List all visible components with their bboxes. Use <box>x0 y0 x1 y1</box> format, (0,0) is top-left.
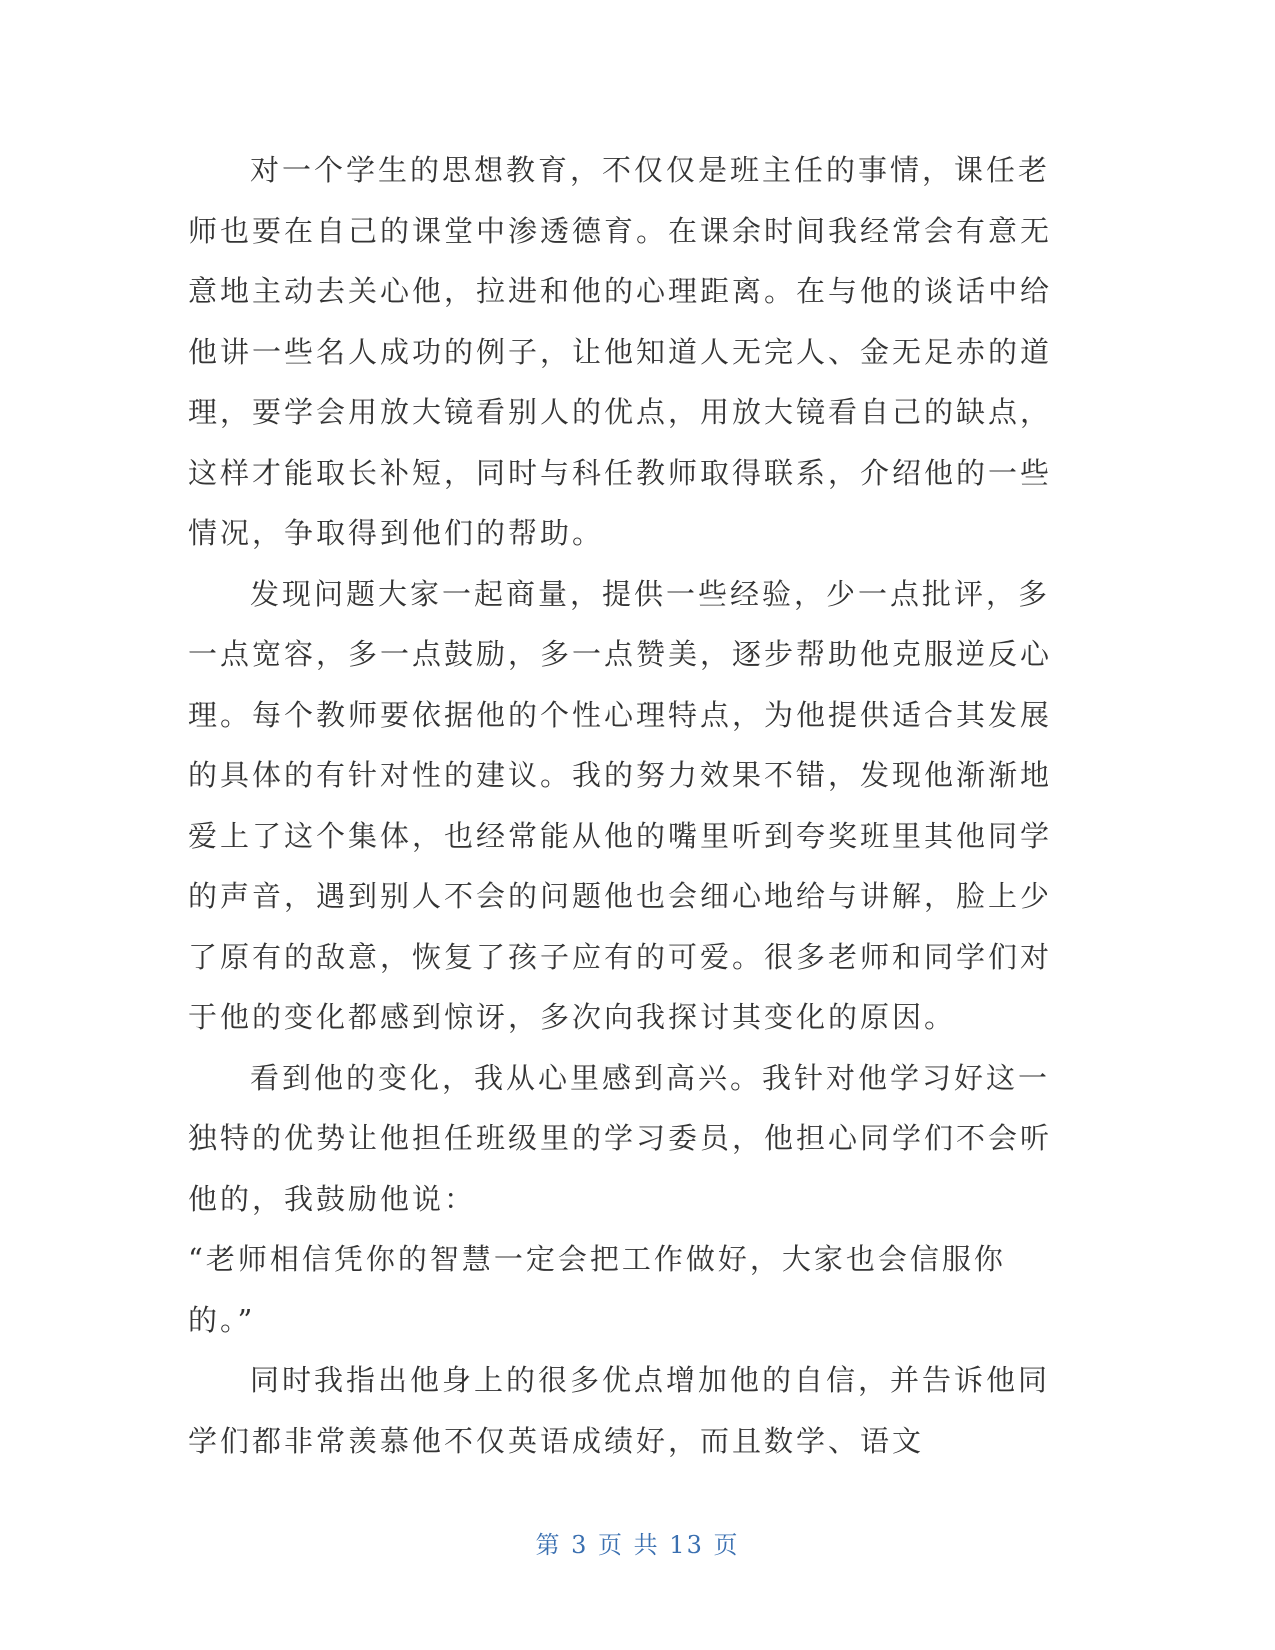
document-body <box>188 140 1054 1471</box>
paragraph-3: 看到他的变化，我从心里感到高兴。我针对他学习好这一独特的优势让他担任班级里的学习委员，他担心同学们不会听他的，我鼓励他说： <box>188 1060 1053 1216</box>
paragraph-1: 对一个学生的思想教育，不仅仅是班主任的事情，课任老师也要在自己的课堂中渗透德育。在课余时间我经常会有意无意地主动去关心他，拉进和他的心理距离。在与他的谈话中给他讲一些名人成功的例子，让他知道人无完人、金无足赤的道理，要学会用放大镜看别人的优点，用放大镜看自己的缺点，这样才能取长补短，同时与科任教师取得联系，介绍他的一些情况，争取得到他们的帮助。 <box>188 153 1053 550</box>
paragraph-5: 同时我指出他身上的很多优点增加他的自信，并告诉他同学们都非常羡慕他不仅英语成绩好，而且数学、语文 <box>188 1363 1051 1458</box>
quote-paragraph: “老师相信凭你的智慧一定会把工作做好，大家也会信服你的。” <box>188 1242 1006 1337</box>
paragraph-2: 发现问题大家一起商量，提供一些经验，少一点批评，多一点宽容，多一点鼓励，多一点赞美，逐步帮助他克服逆反心理。每个教师要依据他的个性心理特点，为他提供适合其发展的具体的有针对性的建议。我的努力效果不错，发现他渐渐地爱上了这个集体，也经常能从他的嘴里听到夸奖班里其他同学的声音，遇到别人不会的问题他也会细心地给与讲解，脸上少了原有的敌意，恢复了孩子应有的可爱。很多老师和同学们对于他的变化都感到惊讶，多次向我探讨其变化的原因。 <box>188 576 1053 1034</box>
page-number-footer: 第 3 页 共 13 页 <box>535 1531 740 1559</box>
